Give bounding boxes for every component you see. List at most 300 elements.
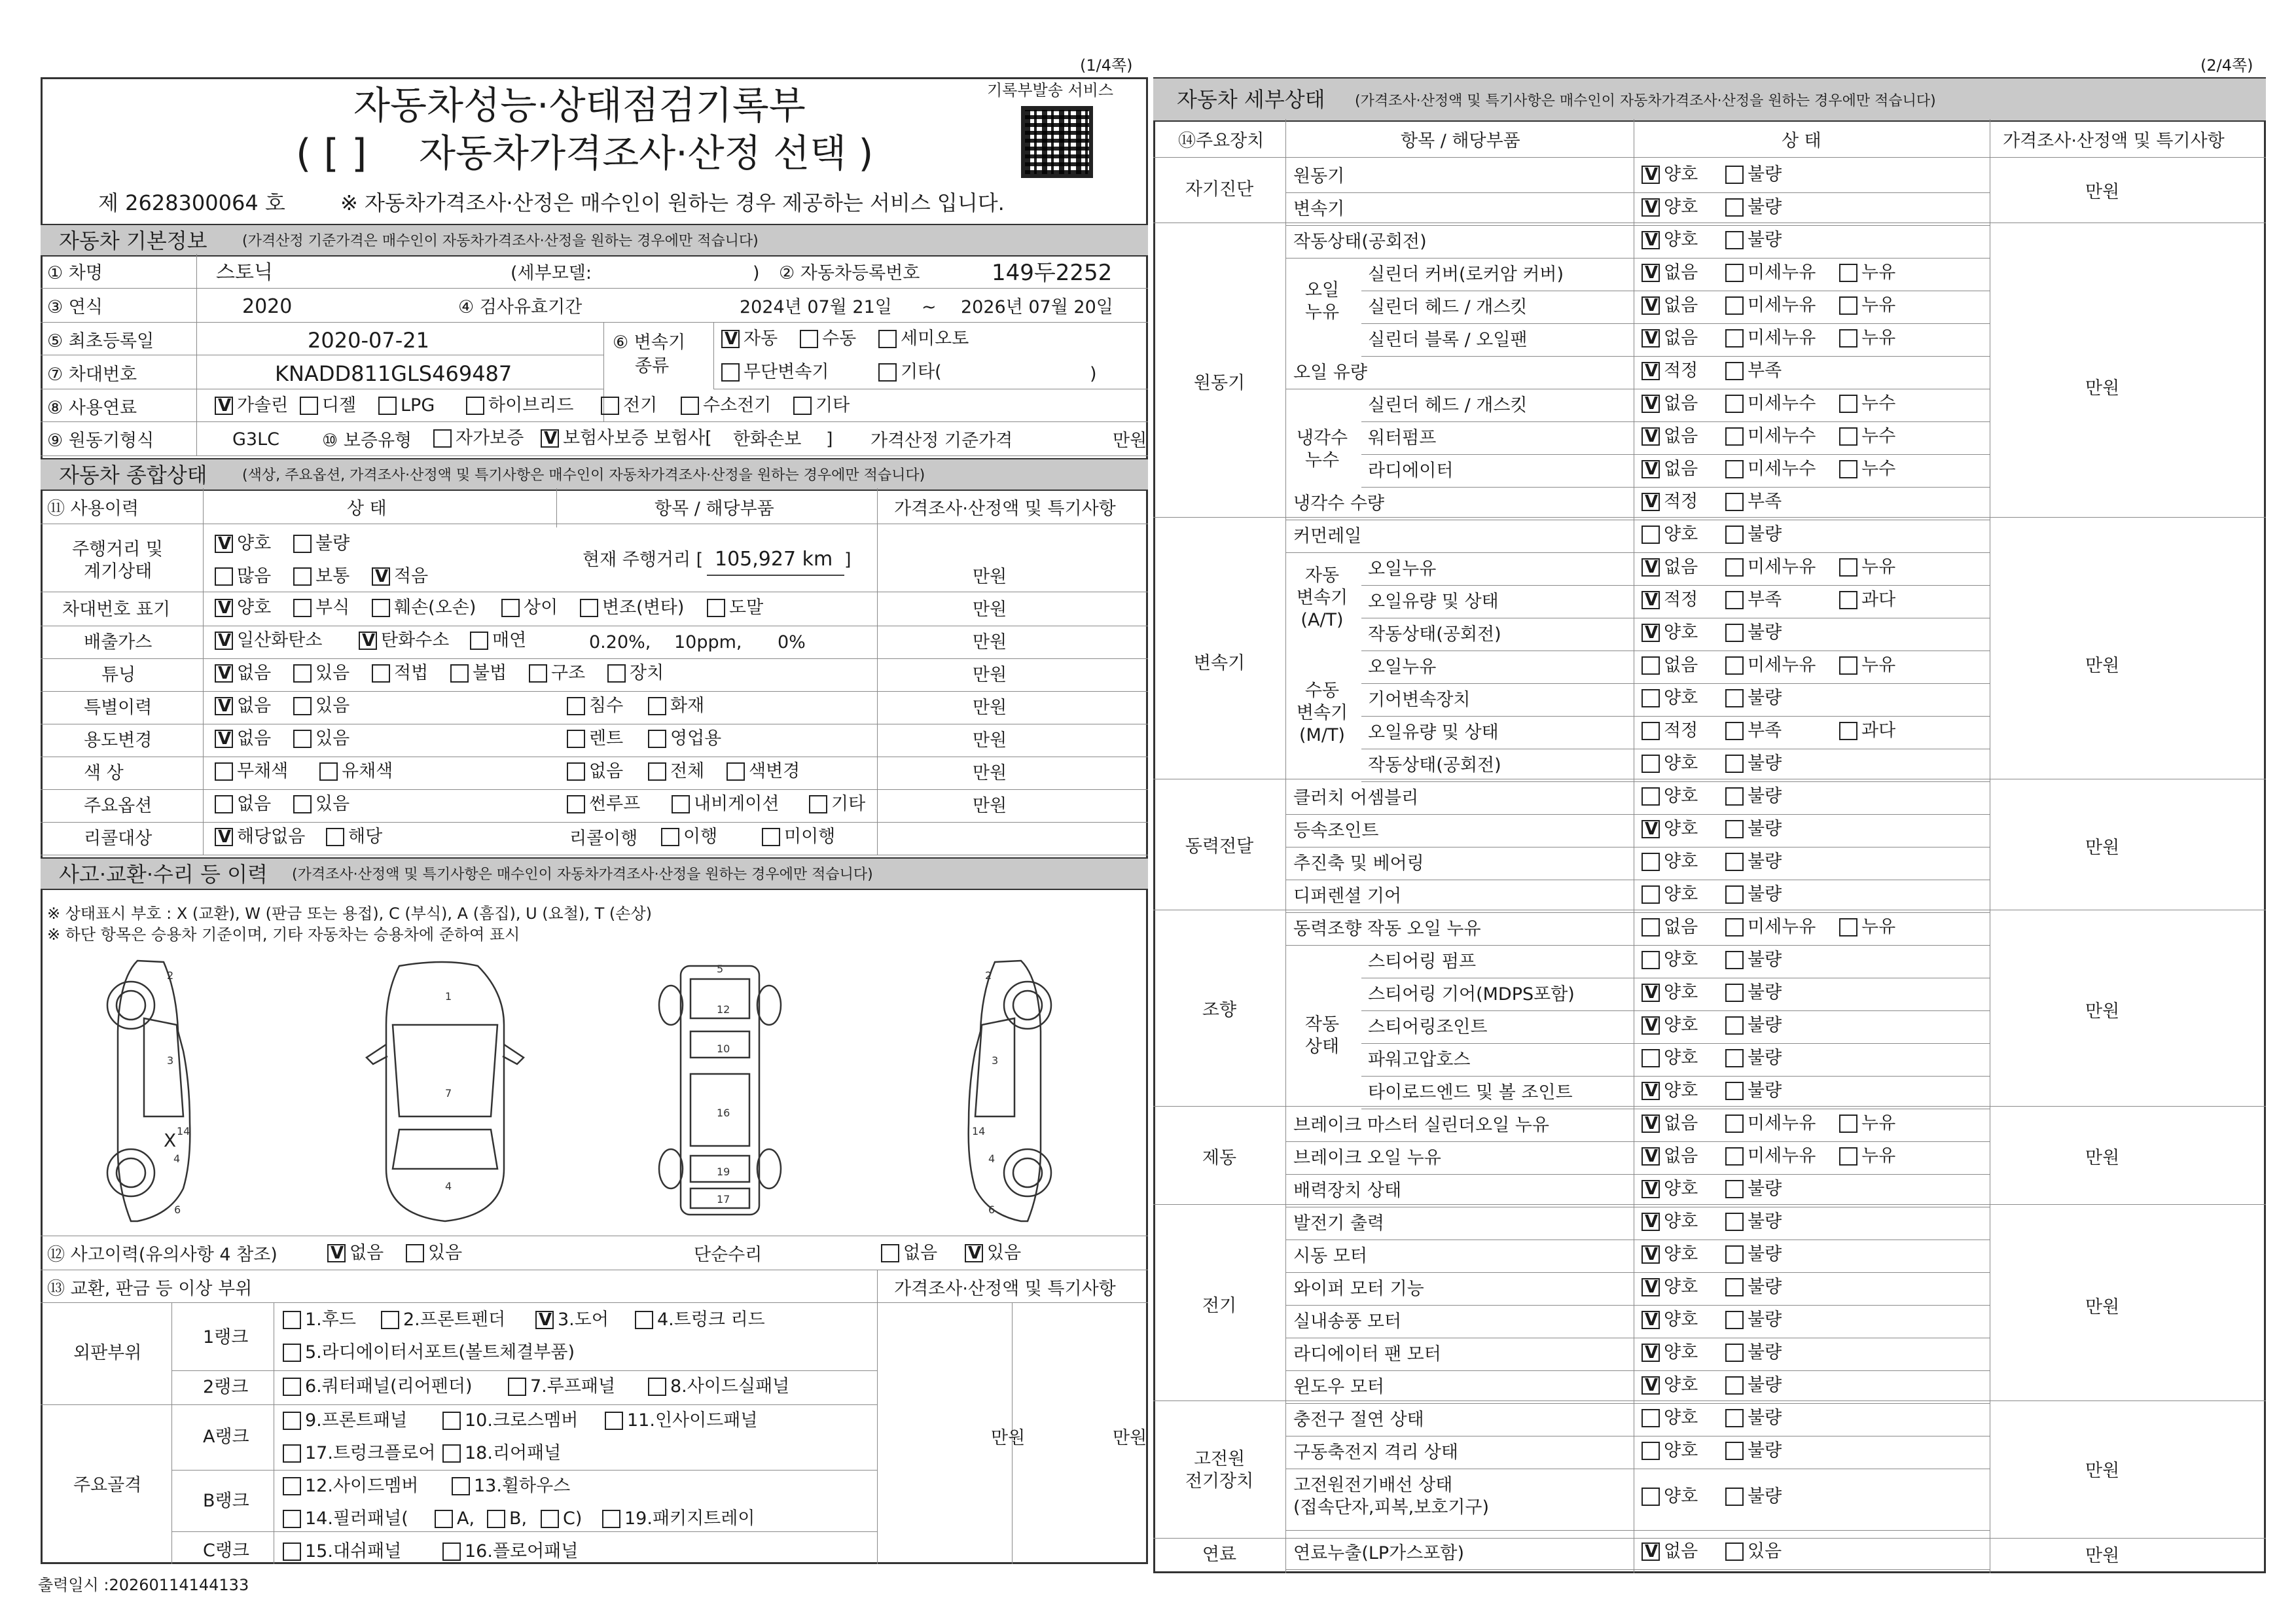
vin-stolen[interactable]: 도말 bbox=[707, 598, 763, 617]
detail-checkbox[interactable] bbox=[1641, 493, 1660, 511]
detail-checkbox[interactable] bbox=[1725, 787, 1744, 806]
won-power: 만원 bbox=[2085, 838, 2120, 858]
detail-checkbox[interactable] bbox=[1641, 231, 1660, 249]
detail-option-good[interactable] bbox=[1641, 819, 1698, 838]
detail-option-good[interactable] bbox=[1641, 787, 1698, 806]
detail-checkbox[interactable] bbox=[1725, 1344, 1744, 1362]
part-quarter-panel[interactable]: 6.쿼터패널(리어펜더) bbox=[283, 1377, 472, 1396]
detail-option-none[interactable] bbox=[1641, 918, 1698, 936]
detail-option-none[interactable] bbox=[1641, 558, 1698, 577]
detail-option-good[interactable] bbox=[1641, 230, 1698, 249]
detail-option-label: 누수 bbox=[1861, 426, 1896, 446]
detail-option-bad[interactable] bbox=[1725, 754, 1782, 773]
mileage-normal[interactable]: 보통 bbox=[293, 567, 350, 586]
detail-checkbox[interactable] bbox=[1641, 689, 1660, 707]
detail-option-proper[interactable] bbox=[1641, 361, 1698, 380]
detail-checkbox[interactable] bbox=[1641, 1488, 1660, 1506]
vin-damage[interactable]: 훼손(오손) bbox=[372, 598, 476, 617]
detail-checkbox[interactable] bbox=[1725, 1376, 1744, 1395]
detail-checkbox[interactable] bbox=[1725, 1049, 1744, 1067]
part-inside-panel[interactable]: 11.인사이드패널 bbox=[605, 1411, 757, 1430]
detail-checkbox[interactable] bbox=[1725, 493, 1744, 511]
detail-checkbox[interactable] bbox=[1641, 624, 1660, 642]
detail-option-bad[interactable] bbox=[1725, 688, 1782, 707]
detail-checkbox[interactable] bbox=[1725, 1409, 1744, 1427]
detail-checkbox[interactable] bbox=[1725, 231, 1744, 249]
detail-option-oil-leak[interactable] bbox=[1839, 558, 1895, 577]
detail-checkbox[interactable] bbox=[1725, 1278, 1744, 1296]
recall-undone[interactable]: 미이행 bbox=[762, 827, 835, 846]
emission-co[interactable]: V 일산화탄소 bbox=[215, 631, 322, 650]
option-exist[interactable]: 있음 bbox=[293, 794, 350, 813]
tuning-none[interactable]: V 없음 bbox=[215, 664, 271, 683]
detail-option-bad[interactable] bbox=[1725, 1310, 1782, 1329]
detail-checkbox[interactable] bbox=[1839, 460, 1857, 478]
detail-checkbox[interactable] bbox=[1725, 1245, 1744, 1264]
detail-option-good[interactable] bbox=[1641, 950, 1698, 969]
trans-auto[interactable]: V자동 bbox=[721, 329, 778, 348]
part-hood[interactable]: 1.후드 bbox=[283, 1310, 356, 1329]
detail-checkbox[interactable] bbox=[1641, 1311, 1660, 1329]
detail-option-bad[interactable] bbox=[1725, 525, 1782, 544]
qr-code[interactable] bbox=[1021, 106, 1093, 178]
detail-option-bad[interactable] bbox=[1725, 1343, 1782, 1362]
detail-checkbox[interactable] bbox=[1641, 656, 1660, 675]
trans-manual[interactable]: 수동 bbox=[800, 329, 856, 348]
detail-checkbox[interactable] bbox=[1641, 460, 1660, 478]
part-floor-panel[interactable]: 16.플로어패널 bbox=[442, 1542, 578, 1561]
part-pillar-b[interactable]: B, bbox=[487, 1509, 527, 1528]
detail-checkbox[interactable] bbox=[1641, 722, 1660, 740]
detail-option-good[interactable] bbox=[1641, 852, 1698, 871]
detail-option-minor-oil[interactable] bbox=[1725, 1147, 1816, 1166]
meter-good[interactable]: V양호 bbox=[215, 534, 271, 553]
detail-checkbox[interactable] bbox=[1641, 526, 1660, 544]
detail-option-bad[interactable] bbox=[1725, 1016, 1782, 1035]
detail-checkbox[interactable] bbox=[1725, 820, 1744, 838]
detail-checkbox[interactable] bbox=[1641, 984, 1660, 1002]
usage-biz[interactable]: 영업용 bbox=[648, 729, 721, 748]
fuel-electric[interactable]: 전기 bbox=[601, 396, 657, 415]
part-side-member[interactable]: 12.사이드멤버 bbox=[283, 1476, 418, 1495]
detail-checkbox[interactable] bbox=[1725, 624, 1744, 642]
emission-smoke[interactable]: 매연 bbox=[470, 631, 526, 650]
detail-option-good[interactable] bbox=[1641, 1376, 1698, 1395]
detail-option-minor-oil[interactable] bbox=[1725, 558, 1816, 577]
detail-option-none[interactable] bbox=[1641, 427, 1698, 446]
detail-option-proper[interactable] bbox=[1641, 590, 1698, 609]
detail-checkbox[interactable] bbox=[1641, 395, 1660, 413]
detail-checkbox[interactable] bbox=[1839, 656, 1857, 675]
detail-option-oil-leak[interactable] bbox=[1839, 296, 1895, 315]
vin-corrosion[interactable]: 부식 bbox=[293, 598, 350, 617]
detail-option-lack[interactable] bbox=[1725, 590, 1782, 609]
detail-checkbox[interactable] bbox=[1641, 918, 1660, 936]
detail-checkbox[interactable] bbox=[1725, 427, 1744, 446]
detail-option-oil-leak[interactable] bbox=[1839, 329, 1895, 348]
accident-exist[interactable]: 있음 bbox=[406, 1243, 462, 1262]
warranty-label: ⑩ 보증유형 bbox=[322, 431, 412, 451]
detail-option-water-leak[interactable] bbox=[1839, 427, 1895, 446]
fuel-hydrogen[interactable]: 수소전기 bbox=[681, 396, 771, 415]
detail-option-minor-oil[interactable] bbox=[1725, 1114, 1816, 1133]
special-none[interactable]: V 없음 bbox=[215, 696, 271, 715]
fuel-gasoline[interactable]: V 가솔린 bbox=[215, 396, 288, 415]
detail-checkbox[interactable] bbox=[1725, 362, 1744, 380]
trans-cvt[interactable]: 무단변속기 bbox=[721, 363, 829, 382]
detail-checkbox[interactable] bbox=[1725, 1147, 1744, 1166]
detail-option-good[interactable] bbox=[1641, 525, 1698, 544]
detail-checkbox[interactable] bbox=[1839, 1115, 1857, 1133]
detail-row-line bbox=[1285, 1174, 1990, 1175]
detail-option-good[interactable] bbox=[1641, 983, 1698, 1002]
detail-checkbox[interactable] bbox=[1725, 591, 1744, 609]
detail-checkbox[interactable] bbox=[1725, 1082, 1744, 1100]
detail-checkbox[interactable] bbox=[1641, 329, 1660, 348]
outer-panel-label: 외판부위 bbox=[73, 1343, 142, 1363]
color-achro[interactable]: 무채색 bbox=[215, 762, 288, 781]
detail-checkbox[interactable] bbox=[1725, 1311, 1744, 1329]
mileage-few[interactable]: V 적음 bbox=[372, 567, 428, 586]
detail-option-bad[interactable] bbox=[1725, 1487, 1782, 1506]
year-label: ③ 연식 bbox=[47, 297, 103, 317]
detail-option-bad[interactable] bbox=[1725, 1277, 1782, 1296]
detail-checkbox[interactable] bbox=[1641, 1180, 1660, 1198]
detail-row-label: 연료누출(LP가스포함) bbox=[1293, 1543, 1465, 1563]
vin-diff[interactable]: 상이 bbox=[501, 598, 558, 617]
recall-applies[interactable]: 해당 bbox=[326, 827, 382, 846]
mileage-many[interactable]: 많음 bbox=[215, 567, 271, 586]
part-radiator-support[interactable]: 5.라디에이터서포트(볼트체결부품) bbox=[283, 1343, 575, 1362]
detail-option-minor-oil[interactable] bbox=[1725, 263, 1816, 282]
part-dash-panel[interactable]: 15.대쉬패널 bbox=[283, 1542, 401, 1561]
detail-option-minor-water[interactable] bbox=[1725, 427, 1816, 446]
part-front-fender[interactable]: 2.프론트펜더 bbox=[381, 1310, 505, 1329]
detail-option-good[interactable] bbox=[1641, 1212, 1698, 1231]
detail-row-line bbox=[1361, 1010, 1990, 1011]
special-exist[interactable]: 있음 bbox=[293, 696, 350, 715]
detail-option-bad[interactable] bbox=[1725, 950, 1782, 969]
detail-option-none[interactable] bbox=[1641, 1114, 1698, 1133]
detail-checkbox[interactable] bbox=[1725, 329, 1744, 348]
special-flood[interactable]: 침수 bbox=[567, 696, 623, 715]
detail-option-bad[interactable] bbox=[1725, 819, 1782, 838]
detail-checkbox[interactable] bbox=[1641, 1147, 1660, 1166]
accident-none[interactable]: V 없음 bbox=[327, 1243, 384, 1262]
detail-option-bad[interactable] bbox=[1725, 1048, 1782, 1067]
detail-checkbox[interactable] bbox=[1641, 427, 1660, 446]
detail-option-bad[interactable] bbox=[1725, 1408, 1782, 1427]
vin-good[interactable]: V 양호 bbox=[215, 598, 271, 617]
recall-na[interactable]: V 해당없음 bbox=[215, 827, 305, 846]
usage-exist[interactable]: 있음 bbox=[293, 729, 350, 748]
option-navi[interactable]: 내비게이션 bbox=[672, 794, 779, 813]
detail-option-bad[interactable] bbox=[1725, 230, 1782, 249]
detail-option-oil-leak[interactable] bbox=[1839, 1147, 1895, 1166]
usage-rent[interactable]: 렌트 bbox=[567, 729, 623, 748]
detail-option-proper[interactable] bbox=[1641, 721, 1698, 740]
detail-checkbox[interactable] bbox=[1725, 166, 1744, 184]
detail-option-label: 불량 bbox=[1748, 1440, 1782, 1461]
detail-option-bad[interactable] bbox=[1725, 983, 1782, 1002]
detail-option-oil-leak[interactable] bbox=[1839, 263, 1895, 282]
detail-checkbox[interactable] bbox=[1839, 296, 1857, 315]
detail-checkbox[interactable] bbox=[1725, 951, 1744, 969]
detail-option-bad[interactable] bbox=[1725, 1376, 1782, 1395]
warranty-insurer[interactable]: V 보험사보증 보험사[ bbox=[541, 429, 712, 448]
detail-option-good[interactable] bbox=[1641, 754, 1698, 773]
detail-checkbox[interactable] bbox=[1641, 558, 1660, 577]
detail-checkbox[interactable] bbox=[1641, 787, 1660, 806]
detail-checkbox[interactable] bbox=[1725, 1016, 1744, 1035]
detail-option-oil-leak[interactable] bbox=[1839, 1114, 1895, 1133]
detail-option-none[interactable] bbox=[1641, 656, 1698, 675]
detail-checkbox[interactable] bbox=[1641, 166, 1660, 184]
detail-checkbox[interactable] bbox=[1725, 296, 1744, 315]
color-none[interactable]: 없음 bbox=[567, 762, 623, 781]
detail-row-label: 워터펌프 bbox=[1368, 428, 1437, 448]
detail-option-minor-oil[interactable] bbox=[1725, 296, 1816, 315]
part-door[interactable]: V 3.도어 bbox=[535, 1310, 609, 1329]
detail-option-oil-leak[interactable] bbox=[1839, 918, 1895, 936]
basic-info-note: (가격산정 기준가격은 매수인이 자동차가격조사·산정을 원하는 경우에만 적습니다) bbox=[242, 233, 759, 249]
detail-option-good[interactable] bbox=[1641, 1081, 1698, 1100]
detail-checkbox[interactable] bbox=[1641, 1409, 1660, 1427]
option-none[interactable]: 없음 bbox=[215, 794, 271, 813]
detail-checkbox[interactable] bbox=[1725, 984, 1744, 1002]
detail-checkbox[interactable] bbox=[1641, 755, 1660, 773]
detail-checkbox[interactable] bbox=[1725, 656, 1744, 675]
detail-checkbox[interactable] bbox=[1839, 1147, 1857, 1166]
detail-checkbox[interactable] bbox=[1641, 885, 1660, 904]
detail-option-water-leak[interactable] bbox=[1839, 394, 1895, 413]
detail-checkbox[interactable] bbox=[1725, 460, 1744, 478]
detail-option-label: 없음 bbox=[1664, 459, 1698, 479]
detail-checkbox[interactable] bbox=[1641, 362, 1660, 380]
detail-option-oil-leak[interactable] bbox=[1839, 656, 1895, 675]
part-cross-member[interactable]: 10.크로스멤버 bbox=[442, 1411, 578, 1430]
detail-option-good[interactable] bbox=[1641, 1179, 1698, 1198]
detail-checkbox[interactable] bbox=[1641, 1245, 1660, 1264]
detail-option-bad[interactable] bbox=[1725, 623, 1782, 642]
detail-checkbox[interactable] bbox=[1839, 918, 1857, 936]
detail-checkbox[interactable] bbox=[1641, 296, 1660, 315]
detail-checkbox[interactable] bbox=[1839, 264, 1857, 282]
detail-checkbox[interactable] bbox=[1839, 591, 1857, 609]
detail-checkbox[interactable] bbox=[1641, 1442, 1660, 1460]
detail-option-minor-water[interactable] bbox=[1725, 459, 1816, 478]
part-roof-panel[interactable]: 7.루프패널 bbox=[508, 1377, 615, 1396]
detail-option-lack[interactable] bbox=[1725, 721, 1782, 740]
detail-checkbox[interactable] bbox=[1641, 198, 1660, 217]
detail-checkbox[interactable] bbox=[1641, 264, 1660, 282]
detail-option-good[interactable] bbox=[1641, 885, 1698, 904]
parts-won-2: 만원 bbox=[1113, 1428, 1147, 1448]
detail-checkbox[interactable] bbox=[1725, 1488, 1744, 1506]
detail-checkbox[interactable] bbox=[1725, 853, 1744, 871]
meter-bad[interactable]: 불량 bbox=[293, 534, 350, 553]
detail-checkbox[interactable] bbox=[1641, 853, 1660, 871]
detail-option-none[interactable] bbox=[1641, 329, 1698, 348]
detail-checkbox[interactable] bbox=[1641, 1115, 1660, 1133]
trans-semi[interactable]: 세미오토 bbox=[878, 329, 969, 348]
detail-option-bad[interactable] bbox=[1725, 852, 1782, 871]
detail-checkbox[interactable] bbox=[1641, 1082, 1660, 1100]
detail-option-bad[interactable] bbox=[1725, 885, 1782, 904]
detail-checkbox[interactable] bbox=[1725, 1543, 1744, 1561]
detail-checkbox[interactable] bbox=[1641, 1376, 1660, 1395]
detail-option-exist[interactable] bbox=[1725, 1542, 1782, 1561]
detail-option-minor-oil[interactable] bbox=[1725, 329, 1816, 348]
option-sunroof[interactable]: 썬루프 bbox=[567, 794, 640, 813]
option-other[interactable]: 기타 bbox=[809, 794, 865, 813]
detail-option-bad[interactable] bbox=[1725, 1212, 1782, 1231]
detail-checkbox[interactable] bbox=[1641, 820, 1660, 838]
tuning-device[interactable]: 장치 bbox=[607, 664, 664, 683]
part-wheel-house[interactable]: 13.휠하우스 bbox=[452, 1476, 570, 1495]
warranty-self[interactable]: 자가보증 bbox=[433, 429, 524, 448]
detail-checkbox[interactable] bbox=[1839, 329, 1857, 348]
detail-option-bad[interactable] bbox=[1725, 198, 1782, 217]
special-fire[interactable]: 화재 bbox=[648, 696, 704, 715]
detail-option-minor-oil[interactable] bbox=[1725, 656, 1816, 675]
detail-option-minor-water[interactable] bbox=[1725, 394, 1816, 413]
detail-row-label: 오일누유 bbox=[1368, 657, 1437, 677]
part-trunk-floor[interactable]: 17.트렁크플로어 bbox=[283, 1444, 435, 1463]
detail-option-label: 없음 bbox=[1664, 262, 1698, 283]
detail-option-bad[interactable] bbox=[1725, 1441, 1782, 1460]
detail-option-good[interactable] bbox=[1641, 1277, 1698, 1296]
group-steering: 조향 bbox=[1202, 1000, 1237, 1020]
detail-checkbox[interactable] bbox=[1725, 885, 1744, 904]
detail-checkbox[interactable] bbox=[1725, 689, 1744, 707]
detail-option-water-leak[interactable] bbox=[1839, 459, 1895, 478]
detail-option-lack[interactable] bbox=[1725, 492, 1782, 511]
detail-checkbox[interactable] bbox=[1725, 558, 1744, 577]
detail-checkbox[interactable] bbox=[1725, 526, 1744, 544]
part-trunk-lid[interactable]: 4.트렁크 리드 bbox=[635, 1310, 765, 1329]
detail-option-none[interactable] bbox=[1641, 394, 1698, 413]
detail-checkbox[interactable] bbox=[1641, 1049, 1660, 1067]
trans-other[interactable]: 기타( bbox=[878, 363, 942, 382]
detail-option-label: 불량 bbox=[1748, 1375, 1782, 1395]
part-pillar-panel[interactable]: 14.필러패널( bbox=[283, 1509, 408, 1528]
detail-option-label: 양호 bbox=[1664, 1375, 1698, 1395]
detail-option-excess[interactable] bbox=[1839, 721, 1895, 740]
tuning-illegal[interactable]: 불법 bbox=[450, 664, 507, 683]
fuel-lpg[interactable]: LPG bbox=[378, 396, 435, 415]
detail-option-good[interactable] bbox=[1641, 1441, 1698, 1460]
detail-option-good[interactable] bbox=[1641, 688, 1698, 707]
detail-option-minor-oil[interactable] bbox=[1725, 918, 1816, 936]
detail-checkbox[interactable] bbox=[1641, 591, 1660, 609]
detail-option-bad[interactable] bbox=[1725, 1081, 1782, 1100]
tuning-struct[interactable]: 구조 bbox=[529, 664, 585, 683]
detail-checkbox[interactable] bbox=[1839, 558, 1857, 577]
tuning-legal[interactable]: 적법 bbox=[372, 664, 428, 683]
detail-option-good[interactable] bbox=[1641, 165, 1698, 184]
detail-option-none[interactable] bbox=[1641, 1147, 1698, 1166]
color-full[interactable]: 전체 bbox=[648, 762, 704, 781]
fuel-other[interactable]: 기타 bbox=[793, 396, 850, 415]
recall-done[interactable]: 이행 bbox=[661, 827, 717, 846]
sub-cool-1: 냉각수 bbox=[1296, 428, 1348, 448]
detail-option-bad[interactable] bbox=[1725, 165, 1782, 184]
part-pillar-a[interactable]: A, bbox=[435, 1509, 475, 1528]
simple-none[interactable]: 없음 bbox=[881, 1243, 937, 1262]
detail-checkbox[interactable] bbox=[1725, 1115, 1744, 1133]
emission-hc[interactable]: V 탄화수소 bbox=[359, 631, 449, 650]
simple-exist[interactable]: V 있음 bbox=[965, 1243, 1021, 1262]
tuning-exist[interactable]: 있음 bbox=[293, 664, 350, 683]
part-rear-panel[interactable]: 18.리어패널 bbox=[442, 1444, 561, 1463]
detail-checkbox[interactable] bbox=[1725, 755, 1744, 773]
page-mark-left: (1/4쪽) bbox=[1080, 56, 1133, 75]
detail-checkbox[interactable] bbox=[1725, 395, 1744, 413]
fuel-hybrid[interactable]: 하이브리드 bbox=[466, 396, 573, 415]
detail-option-good[interactable] bbox=[1641, 1487, 1698, 1506]
detail-option-label: 불량 bbox=[1748, 819, 1782, 839]
detail-checkbox[interactable] bbox=[1641, 1213, 1660, 1231]
color-change[interactable]: 색변경 bbox=[726, 762, 800, 781]
detail-checkbox[interactable] bbox=[1725, 1213, 1744, 1231]
detail-checkbox[interactable] bbox=[1641, 1344, 1660, 1362]
color-chro[interactable]: 유채색 bbox=[319, 762, 393, 781]
detail-option-good[interactable] bbox=[1641, 1310, 1698, 1329]
detail-option-good[interactable] bbox=[1641, 1343, 1698, 1362]
detail-option-good[interactable] bbox=[1641, 1016, 1698, 1035]
part-pillar-c[interactable]: C) bbox=[541, 1509, 582, 1528]
detail-option-good[interactable] bbox=[1641, 198, 1698, 217]
detail-option-lack[interactable] bbox=[1725, 361, 1782, 380]
detail-option-none[interactable] bbox=[1641, 459, 1698, 478]
detail-checkbox[interactable] bbox=[1641, 1278, 1660, 1296]
detail-option-good[interactable] bbox=[1641, 623, 1698, 642]
detail-checkbox[interactable] bbox=[1839, 427, 1857, 446]
detail-option-none[interactable] bbox=[1641, 263, 1698, 282]
detail-option-proper[interactable] bbox=[1641, 492, 1698, 511]
detail-option-bad[interactable] bbox=[1725, 1179, 1782, 1198]
detail-option-good[interactable] bbox=[1641, 1408, 1698, 1427]
detail-row-label: 오일유량 및 상태 bbox=[1368, 592, 1499, 612]
detail-option-none[interactable] bbox=[1641, 296, 1698, 315]
usage-none[interactable]: V 없음 bbox=[215, 729, 271, 748]
detail-checkbox[interactable] bbox=[1725, 264, 1744, 282]
part-package-tray[interactable]: 19.패키지트레이 bbox=[602, 1509, 755, 1528]
detail-option-none[interactable] bbox=[1641, 1542, 1698, 1561]
vin-alter[interactable]: 변조(변타) bbox=[580, 598, 684, 617]
detail-checkbox[interactable] bbox=[1641, 951, 1660, 969]
detail-option-bad[interactable] bbox=[1725, 1245, 1782, 1264]
detail-option-good[interactable] bbox=[1641, 1048, 1698, 1067]
detail-option-bad[interactable] bbox=[1725, 787, 1782, 806]
detail-checkbox[interactable] bbox=[1641, 1016, 1660, 1035]
detail-option-excess[interactable] bbox=[1839, 590, 1895, 609]
detail-checkbox[interactable] bbox=[1839, 722, 1857, 740]
part-front-panel[interactable]: 9.프론트패널 bbox=[283, 1411, 407, 1430]
fuel-diesel[interactable]: 디젤 bbox=[300, 396, 356, 415]
part-side-sill[interactable]: 8.사이드실패널 bbox=[648, 1377, 789, 1396]
detail-checkbox[interactable] bbox=[1725, 1180, 1744, 1198]
detail-checkbox[interactable] bbox=[1641, 1543, 1660, 1561]
detail-checkbox[interactable] bbox=[1725, 918, 1744, 936]
detail-checkbox[interactable] bbox=[1725, 1442, 1744, 1460]
detail-option-good[interactable] bbox=[1641, 1245, 1698, 1264]
trans-auto-checkbox[interactable] bbox=[721, 330, 740, 348]
detail-checkbox[interactable] bbox=[1725, 722, 1744, 740]
detail-checkbox[interactable] bbox=[1839, 395, 1857, 413]
detail-checkbox[interactable] bbox=[1725, 198, 1744, 217]
